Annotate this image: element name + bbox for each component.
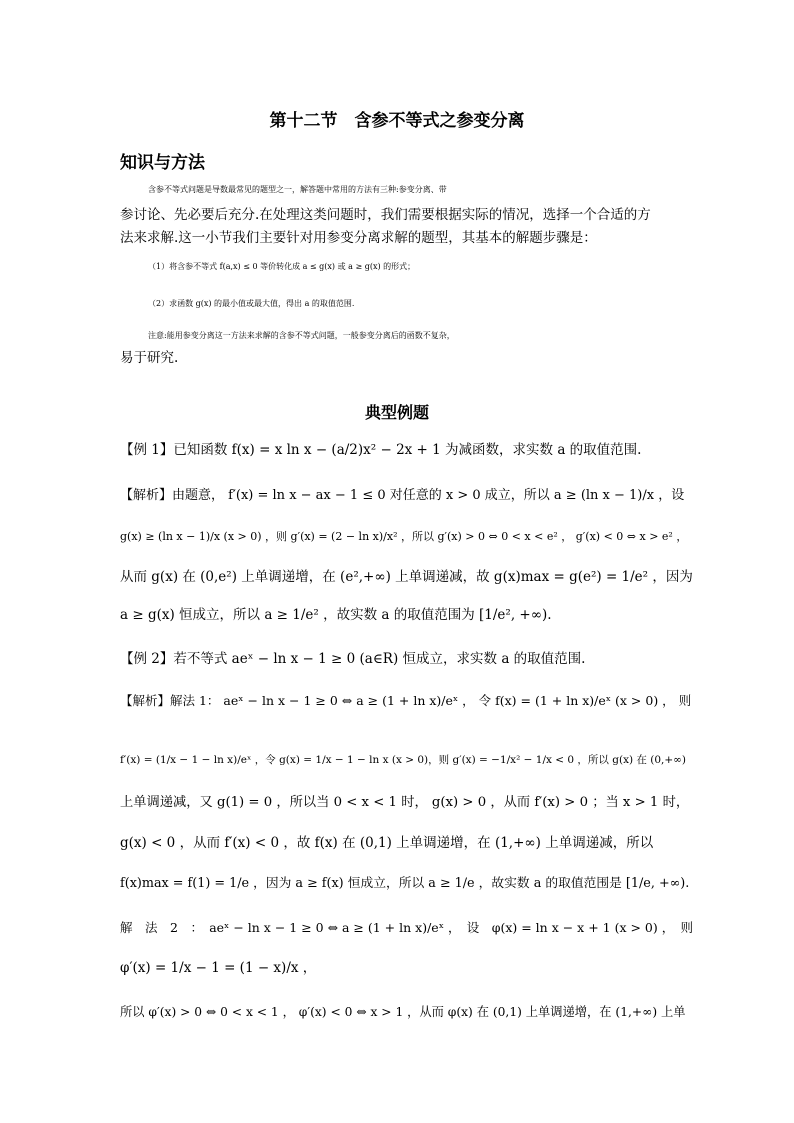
- section-heading-knowledge: 知识与方法: [120, 153, 205, 173]
- example-2-solution-line-4: g(x) < 0 ，从而 f′(x) < 0 ，故 f(x) 在 (0,1) 上单调递增，在 (1,+∞) 上单调递减，所以: [120, 835, 654, 851]
- intro-line-2: 参讨论、先必要后充分.在处理这类问题时，我们需要根据实际的情况，选择一个合适的方: [120, 207, 651, 223]
- example-2-solution-line-7: φ′(x) = 1/x − 1 = (1 − x)/x ，: [120, 960, 317, 976]
- example-2-question: 【例 2】若不等式 aeˣ − ln x − 1 ≥ 0 (a∈R) 恒成立，求实数 a 的取值范围.: [120, 651, 586, 667]
- example-1-solution-line-1: 【解析】由题意， f′(x) = ln x − ax − 1 ≤ 0 对任意的 x > 0 成立，所以 a ≥ (ln x − 1)/x ，设: [120, 488, 685, 503]
- example-1-solution-line-2: g(x) ≥ (ln x − 1)/x (x > 0) ，则 g′(x) = (2 − ln x)/x² ，所以 g′(x) > 0 ⇔ 0 < x < e² ， g′(x) < 0 ⇔ x > e² ，: [120, 530, 688, 543]
- example-2-solution-line-6: 解 法 2 ： aeˣ − ln x − 1 ≥ 0 ⇔ a ≥ (1 + ln x)/eˣ ， 设 φ(x) = ln x − x + 1 (x > 0) ， 则: [120, 920, 693, 935]
- page-title: 第十二节 含参不等式之参变分离: [269, 111, 525, 131]
- step-1: （1）将含参不等式 f(a,x) ≤ 0 等价转化成 a ≤ g(x) 或 a ≥ g(x) 的形式；: [148, 262, 416, 271]
- example-2-solution-line-1: 【解析】解法 1： aeˣ − ln x − 1 ≥ 0 ⇔ a ≥ (1 + ln x)/eˣ ， 令 f(x) = (1 + ln x)/eˣ (x > 0) ， 则: [120, 693, 692, 708]
- note-line-1: 注意:能用参变分离这一方法来求解的含参不等式问题，一般参变分离后的函数不复杂，: [148, 331, 455, 340]
- examples-heading: 典型例题: [364, 403, 429, 422]
- example-2-solution-line-8: 所以 φ′(x) > 0 ⇔ 0 < x < 1 ， φ′(x) < 0 ⇔ x > 1 ，从而 φ(x) 在 (0,1) 上单调递增，在 (1,+∞) 上单: [120, 1005, 686, 1019]
- intro-line-3: 法来求解.这一小节我们主要针对用参变分离求解的题型，其基本的解题步骤是：: [120, 230, 597, 246]
- example-2-solution-line-5: f(x)max = f(1) = 1/e ，因为 a ≥ f(x) 恒成立，所以 a ≥ 1/e ，故实数 a 的取值范围是 [1/e, +∞).: [120, 876, 690, 891]
- note-line-2: 易于研究.: [120, 350, 179, 366]
- example-1-solution-line-3: 从而 g(x) 在 (0,e²) 上单调递增，在 (e²,+∞) 上单调递减，故 g(x)max = g(e²) = 1/e² ，因为: [120, 569, 693, 585]
- example-1-solution-line-4: a ≥ g(x) 恒成立，所以 a ≥ 1/e² ，故实数 a 的取值范围为 [1/e², +∞).: [120, 607, 552, 623]
- example-2-solution-line-3: 上单调递减，又 g(1) = 0 ，所以当 0 < x < 1 时， g(x) > 0 ，从而 f′(x) > 0 ；当 x > 1 时，: [120, 795, 690, 810]
- example-1-question: 【例 1】已知函数 f(x) = x ln x − (a/2)x² − 2x + 1 为减函数，求实数 a 的取值范围.: [120, 442, 642, 458]
- intro-line-1: 含参不等式问题是导数最常见的题型之一，解答题中常用的方法有三种:参变分离、带: [148, 185, 447, 194]
- step-2: （2）求函数 g(x) 的最小值或最大值，得出 a 的取值范围.: [148, 299, 355, 308]
- example-2-solution-line-2: f′(x) = (1/x − 1 − ln x)/eˣ ，令 g(x) = 1/x − 1 − ln x (x > 0)，则 g′(x) = −1/x² − 1/x < 0 ，所以 g(x) 在 (0,+∞): [120, 754, 687, 766]
